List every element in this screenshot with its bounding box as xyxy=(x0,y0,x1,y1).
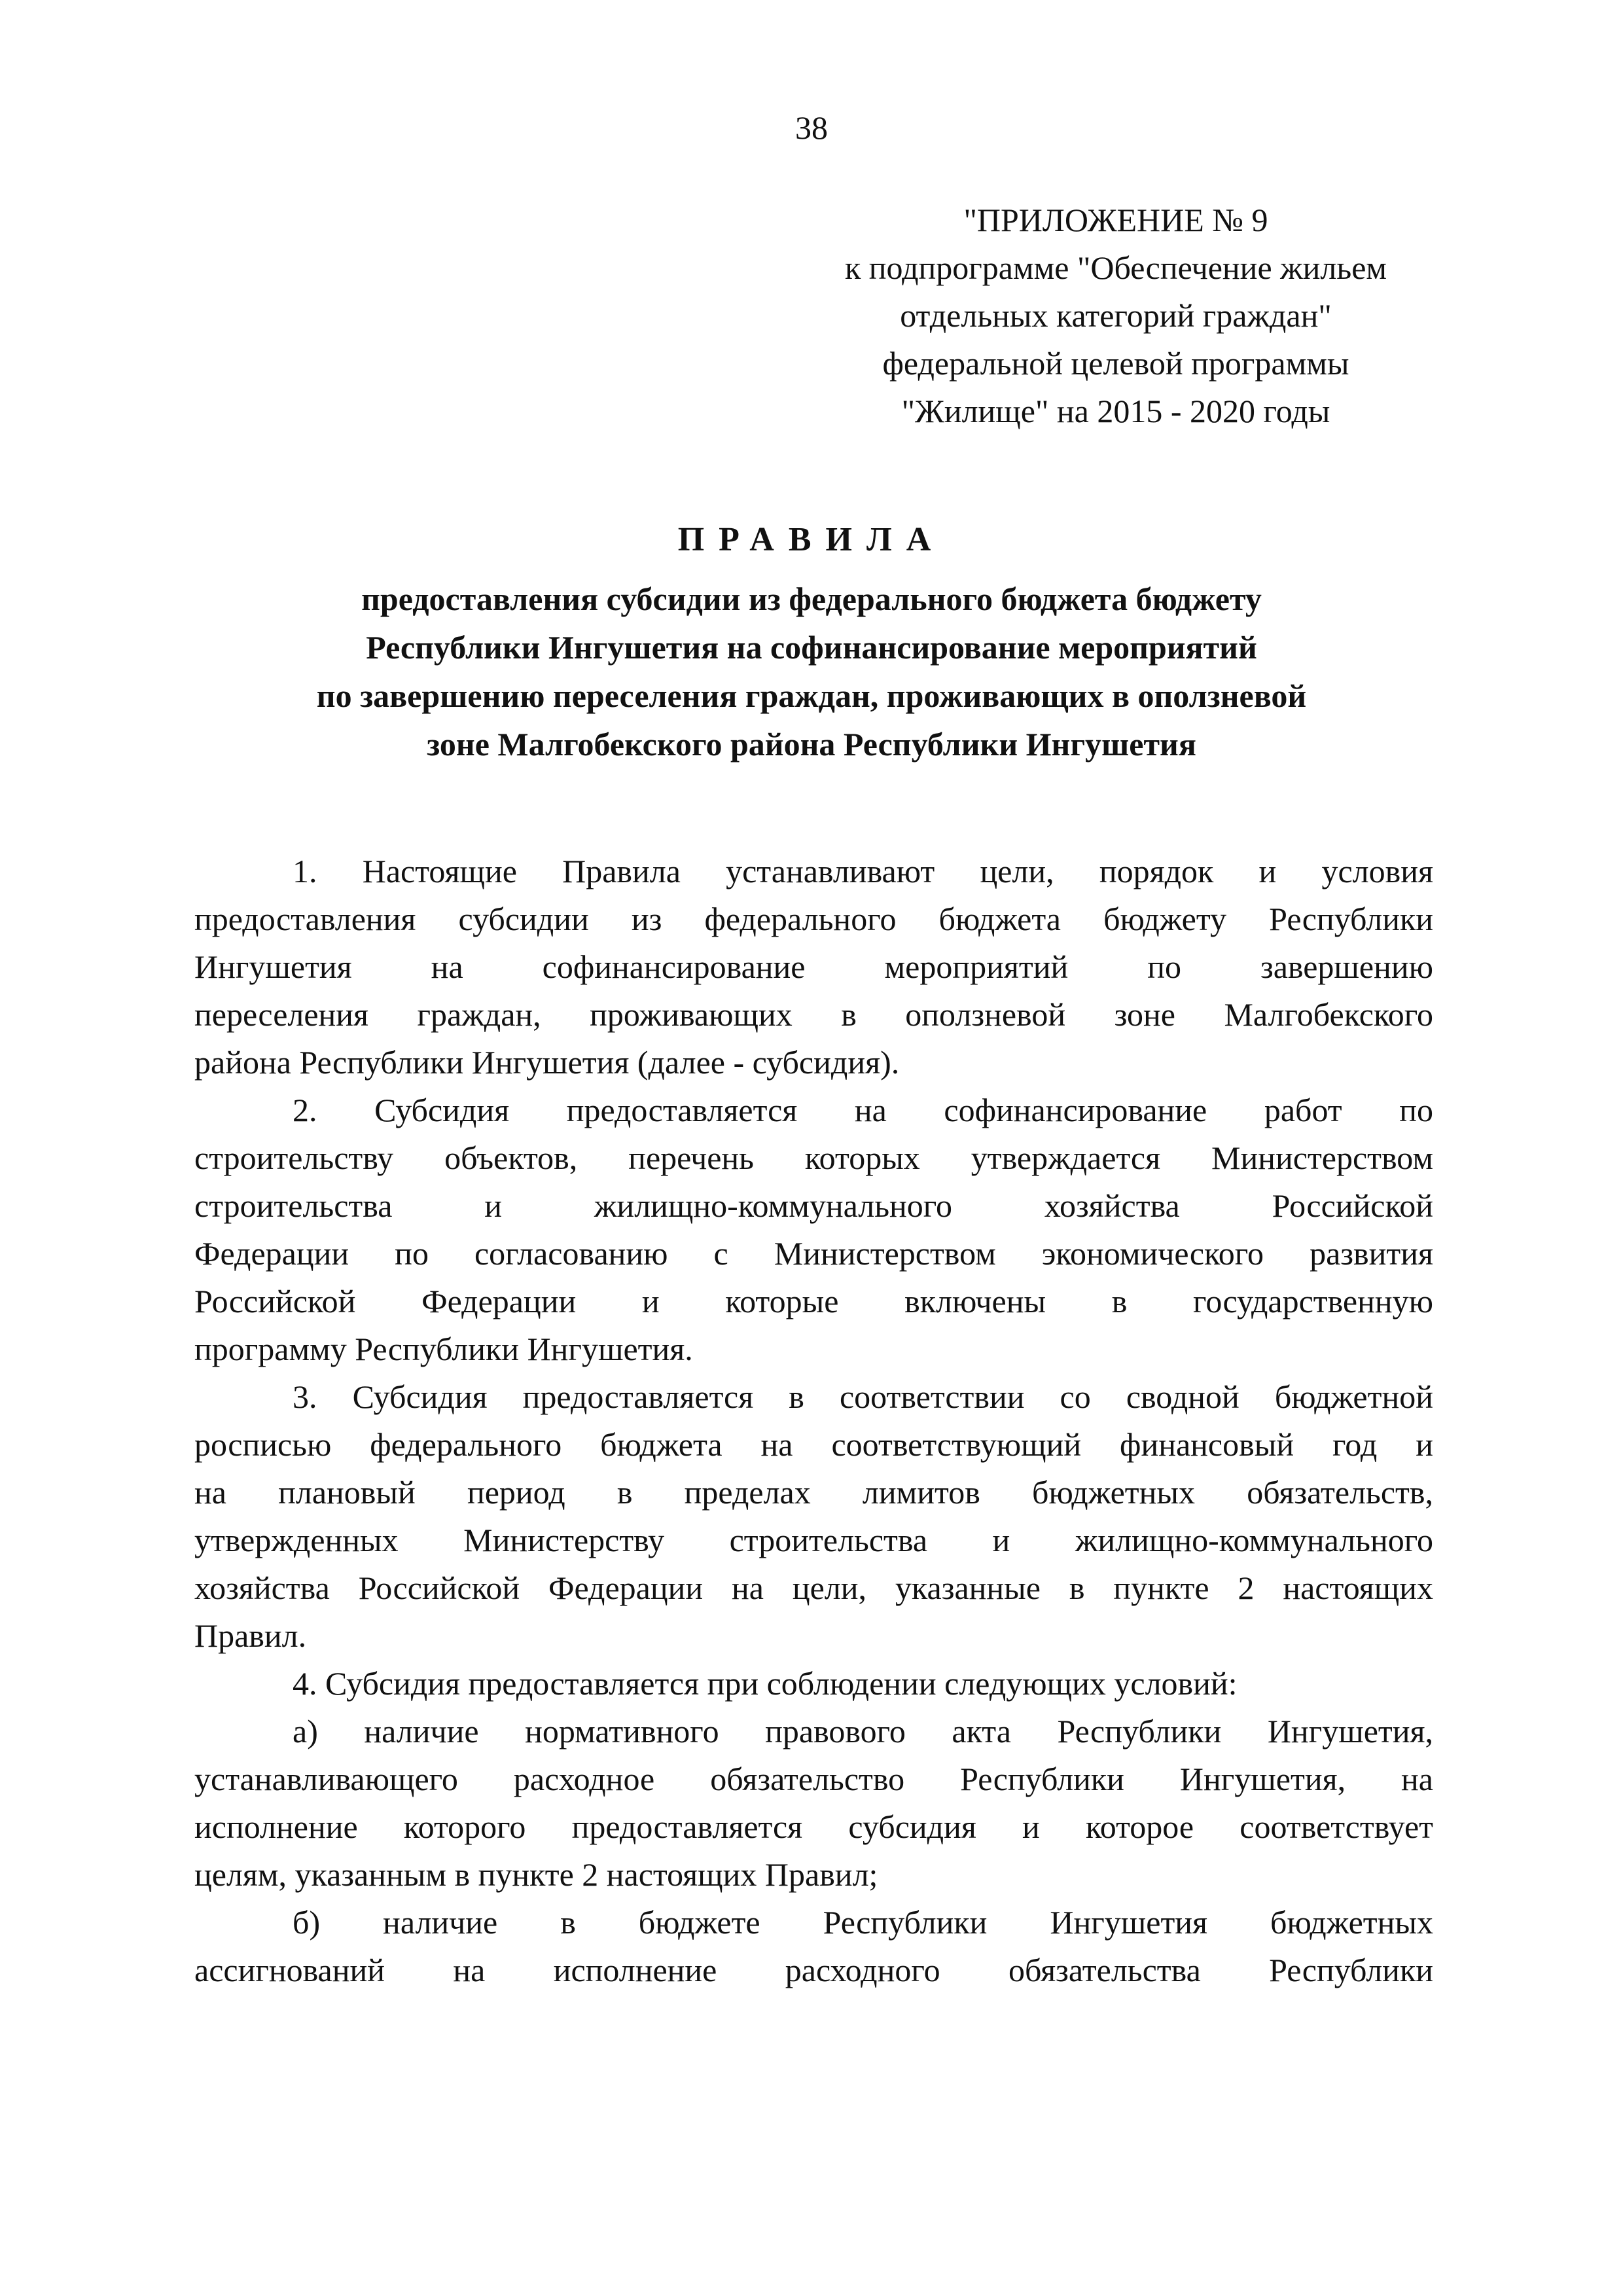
page-number: 38 xyxy=(795,109,828,146)
appendix-line: "Жилище" на 2015 - 2020 годы xyxy=(901,393,1330,429)
paragraph-line: б) наличие в бюджете Республики Ингушетия бюджетных xyxy=(293,1904,1433,1941)
appendix-line: федеральной целевой программы xyxy=(882,345,1349,382)
paragraph-line: 4. Субсидия предоставляется при соблюдении следующих условий: xyxy=(293,1665,1238,1702)
appendix-header xyxy=(746,196,1486,435)
paragraph xyxy=(194,1660,1433,1708)
paragraph-line: хозяйства Российской Федерации на цели, указанные в пункте 2 настоящих xyxy=(194,1570,1433,1606)
subtitle-line: предоставления субсидии из федерального бюджета бюджету xyxy=(361,581,1262,617)
appendix-line: к подпрограмме "Обеспечение жильем xyxy=(844,249,1387,286)
subtitle-line: зоне Малгобекского района Республики Ингушетия xyxy=(427,726,1196,762)
subtitle-line: Республики Ингушетия на софинансирование мероприятий xyxy=(366,629,1257,666)
paragraph-line: а) наличие нормативного правового акта Республики Ингушетия, xyxy=(293,1713,1433,1749)
paragraph-line: целям, указанным в пункте 2 настоящих Правил; xyxy=(194,1856,878,1893)
paragraph-line: строительства и жилищно-коммунального хозяйства Российской xyxy=(194,1187,1433,1224)
paragraph-line: устанавливающего расходное обязательство Республики Ингушетия, на xyxy=(194,1761,1433,1797)
subtitle-line: по завершению переселения граждан, проживающих в оползневой xyxy=(316,677,1307,714)
document-body xyxy=(194,848,1433,1994)
paragraph-line: строительству объектов, перечень которых утверждается Министерством xyxy=(194,1139,1433,1176)
paragraph xyxy=(194,1899,1433,1994)
paragraph-line: Правил. xyxy=(194,1617,307,1654)
document-subtitle xyxy=(190,575,1433,768)
appendix-line: отдельных категорий граждан" xyxy=(900,297,1332,334)
paragraph-line: района Республики Ингушетия (далее - субсидия). xyxy=(194,1044,900,1081)
paragraph xyxy=(194,1086,1433,1373)
paragraph-line: Российской Федерации и которые включены в государственную xyxy=(194,1283,1433,1319)
paragraph-line: Ингушетия на софинансирование мероприятий по завершению xyxy=(194,948,1433,985)
paragraph-line: переселения граждан, проживающих в оползневой зоне Малгобекского xyxy=(194,996,1433,1033)
paragraph xyxy=(194,848,1433,1086)
paragraph xyxy=(194,1708,1433,1899)
paragraph xyxy=(194,1373,1433,1660)
paragraph-line: 2. Субсидия предоставляется на софинансирование работ по xyxy=(293,1092,1433,1128)
appendix-line: "ПРИЛОЖЕНИЕ № 9 xyxy=(963,202,1268,238)
paragraph-line: росписью федерального бюджета на соответствующий финансовый год и xyxy=(194,1426,1433,1463)
paragraph-line: Федерации по согласованию с Министерством экономического развития xyxy=(194,1235,1433,1272)
document-title: ПРАВИЛА xyxy=(677,521,946,558)
paragraph-line: утвержденных Министерству строительства и жилищно-коммунального xyxy=(194,1522,1433,1558)
paragraph-line: ассигнований на исполнение расходного обязательства Республики xyxy=(194,1952,1433,1988)
paragraph-line: на плановый период в пределах лимитов бюджетных обязательств, xyxy=(194,1474,1433,1511)
paragraph-line: 1. Настоящие Правила устанавливают цели, порядок и условия xyxy=(293,853,1433,889)
paragraph-line: программу Республики Ингушетия. xyxy=(194,1331,693,1367)
paragraph-line: 3. Субсидия предоставляется в соответствии со сводной бюджетной xyxy=(293,1378,1433,1415)
paragraph-line: предоставления субсидии из федерального бюджета бюджету Республики xyxy=(194,901,1433,937)
paragraph-line: исполнение которого предоставляется субсидия и которое соответствует xyxy=(194,1808,1433,1845)
